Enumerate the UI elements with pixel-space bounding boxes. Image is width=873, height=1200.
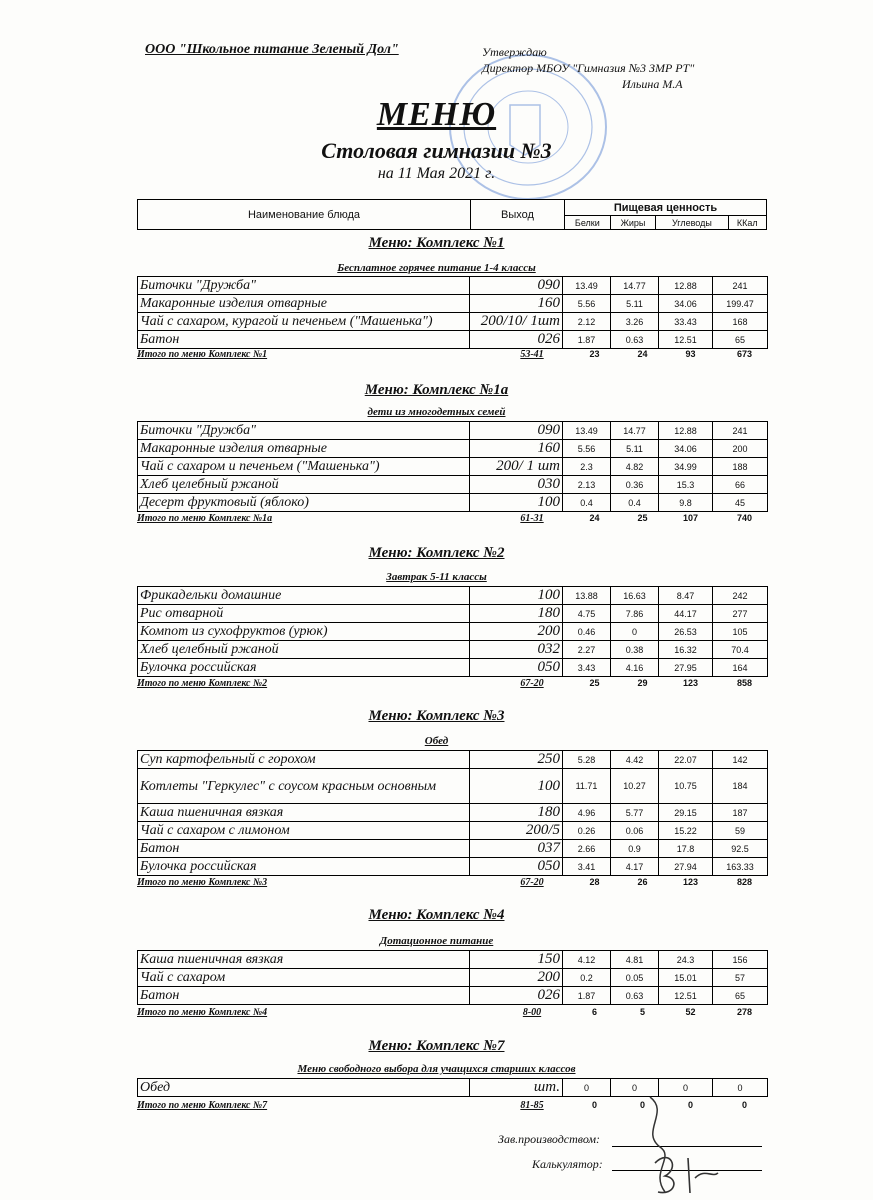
total-fat: 5 [639,1007,645,1017]
carbs-value: 10.75 [659,769,713,804]
dish-name: Фрикадельки домашние [138,587,470,605]
calculator-signature [650,1148,720,1198]
dish-output: 100 [470,587,563,605]
dish-name: Батон [138,987,470,1005]
fat-value: 4.82 [611,458,659,476]
section-title: Меню: Комплекс №7 [368,1038,505,1054]
protein-value: 5.56 [563,295,611,313]
fat-value: 0.05 [611,969,659,987]
kcal-value: 241 [713,422,768,440]
section-total [137,678,767,692]
carbs-value: 29.15 [659,804,713,822]
table-row [138,476,768,494]
kcal-value: 241 [713,277,768,295]
production-label: Зав.производством: [498,1132,601,1146]
fat-value: 4.17 [611,858,659,876]
total-carbs: 93 [685,349,696,359]
protein-value: 0.4 [563,494,611,512]
table-row [138,641,768,659]
carbs-value: 26.53 [659,623,713,641]
section-subtitle: Дотационное питание [379,935,494,947]
table-row [138,987,768,1005]
kcal-value: 0 [713,1079,768,1097]
dish-output: 180 [470,605,563,623]
page-subtitle: Столовая гимназии №3 [321,138,552,163]
protein-value: 4.12 [563,951,611,969]
total-kcal: 828 [736,877,753,887]
protein-value: 0 [563,1079,611,1097]
dish-output: 032 [470,641,563,659]
carbs-value: 44.17 [659,605,713,623]
table-row [138,623,768,641]
table-row [138,769,768,804]
total-output: 67-20 [520,877,544,888]
protein-value: 4.96 [563,804,611,822]
fat-value: 10.27 [611,769,659,804]
dish-output: 160 [470,440,563,458]
dish-name: Чай с сахаром с лимоном [138,822,470,840]
protein-value: 2.13 [563,476,611,494]
fat-value: 0.36 [611,476,659,494]
protein-value: 13.88 [563,587,611,605]
carbs-value: 0 [659,1079,713,1097]
total-kcal: 740 [736,513,753,523]
menu-table [137,750,768,876]
header-output: Выход [471,200,565,230]
total-protein: 0 [591,1100,597,1110]
table-row [138,295,768,313]
fat-value: 5.11 [611,440,659,458]
kcal-value: 187 [713,804,768,822]
fat-value: 7.86 [611,605,659,623]
dish-name: Каша пшеничная вязкая [138,951,470,969]
table-row [138,840,768,858]
dish-output: 100 [470,769,563,804]
carbs-value: 22.07 [659,751,713,769]
approve-director: Директор МБОУ "Гимназия №3 ЗМР РТ" [482,61,695,75]
dish-output: 100 [470,494,563,512]
fat-value: 5.11 [611,295,659,313]
menu-date: на 11 Мая 2021 г. [377,165,496,182]
kcal-value: 105 [713,623,768,641]
carbs-value: 34.06 [659,440,713,458]
kcal-value: 65 [713,987,768,1005]
dish-output: 090 [470,277,563,295]
carbs-value: 24.3 [659,951,713,969]
dish-output: 150 [470,951,563,969]
fat-value: 14.77 [611,277,659,295]
dish-output: 037 [470,840,563,858]
table-row [138,422,768,440]
dish-output: 200/10/ 1шт [470,313,563,331]
kcal-value: 242 [713,587,768,605]
approval-block [482,44,694,92]
dish-output: шт. [470,1079,563,1097]
page-title: МЕНЮ [376,96,497,133]
carbs-value: 34.06 [659,295,713,313]
dish-name: Компот из сухофруктов (урюк) [138,623,470,641]
carbs-value: 34.99 [659,458,713,476]
total-protein: 28 [589,877,600,887]
menu-table [137,586,768,677]
fat-value: 16.63 [611,587,659,605]
section-total [137,513,767,527]
protein-value: 13.49 [563,277,611,295]
total-label: Итого по меню Комплекс №4 [137,1007,268,1018]
fat-value: 0.4 [611,494,659,512]
header-kcal: ККал [728,216,766,230]
dish-output: 200/ 1 шт [470,458,563,476]
section-title: Меню: Комплекс №4 [368,907,505,923]
dish-name: Каша пшеничная вязкая [138,804,470,822]
fat-value: 3.26 [611,313,659,331]
fat-value: 0.63 [611,987,659,1005]
dish-name: Чай с сахаром, курагой и печеньем ("Машенька") [138,313,470,331]
dish-output: 030 [470,476,563,494]
table-row [138,969,768,987]
dish-name: Макаронные изделия отварные [138,440,470,458]
total-carbs: 123 [682,877,699,887]
dish-output: 090 [470,422,563,440]
total-output: 8-00 [522,1007,542,1018]
carbs-value: 9.8 [659,494,713,512]
dish-output: 200 [470,969,563,987]
total-fat: 26 [637,877,648,887]
kcal-value: 45 [713,494,768,512]
approve-word: Утверждаю [482,45,547,59]
protein-value: 2.27 [563,641,611,659]
protein-value: 2.66 [563,840,611,858]
table-row [138,313,768,331]
table-row [138,804,768,822]
dish-name: Батон [138,331,470,349]
total-carbs: 52 [685,1007,696,1017]
kcal-value: 164 [713,659,768,677]
header-name: Наименование блюда [138,200,471,230]
table-header [137,199,767,230]
dish-output: 050 [470,858,563,876]
fat-value: 0 [611,1079,659,1097]
protein-value: 0.46 [563,623,611,641]
protein-value: 3.43 [563,659,611,677]
table-row [138,951,768,969]
section-subtitle: Бесплатное горячее питание 1-4 классы [337,262,536,274]
kcal-value: 199.47 [713,295,768,313]
carbs-value: 16.32 [659,641,713,659]
section-total [137,1007,767,1021]
kcal-value: 277 [713,605,768,623]
kcal-value: 163.33 [713,858,768,876]
dish-name: Хлеб целебный ржаной [138,476,470,494]
protein-value: 2.3 [563,458,611,476]
carbs-value: 15.22 [659,822,713,840]
total-protein: 6 [591,1007,597,1017]
carbs-value: 27.94 [659,858,713,876]
dish-name: Макаронные изделия отварные [138,295,470,313]
dish-name: Чай с сахаром и печеньем ("Машенька") [138,458,470,476]
section-total [137,877,767,891]
protein-value: 2.12 [563,313,611,331]
total-label: Итого по меню Комплекс №3 [137,877,268,888]
table-row [138,494,768,512]
header-carbs: Углеводы [656,216,728,230]
menu-table [137,421,768,512]
dish-output: 026 [470,987,563,1005]
protein-value: 4.75 [563,605,611,623]
protein-value: 3.41 [563,858,611,876]
fat-value: 4.16 [611,659,659,677]
fat-value: 14.77 [611,422,659,440]
table-row [138,458,768,476]
table-row [138,277,768,295]
protein-value: 11.71 [563,769,611,804]
section-title: Меню: Комплекс №1а [364,382,509,398]
total-kcal: 858 [736,678,753,688]
section-subtitle: Меню свободного выбора для учащихся старших классов [297,1063,576,1075]
total-label: Итого по меню Комплекс №1 [137,349,268,360]
fat-value: 0.06 [611,822,659,840]
total-kcal: 0 [741,1100,747,1110]
total-protein: 23 [589,349,600,359]
fat-value: 0 [611,623,659,641]
kcal-value: 168 [713,313,768,331]
carbs-value: 8.47 [659,587,713,605]
total-label: Итого по меню Комплекс №1а [137,513,273,524]
dish-name: Рис отварной [138,605,470,623]
carbs-value: 27.95 [659,659,713,677]
table-row [138,659,768,677]
fat-value: 4.42 [611,751,659,769]
carbs-value: 12.88 [659,277,713,295]
kcal-value: 142 [713,751,768,769]
section-title: Меню: Комплекс №2 [368,545,505,561]
dish-name: Булочка российская [138,858,470,876]
total-output: 53-41 [520,349,544,360]
total-output: 61-31 [520,513,544,524]
header-protein: Белки [565,216,611,230]
carbs-value: 15.01 [659,969,713,987]
total-label: Итого по меню Комплекс №2 [137,678,268,689]
organization-name: ООО "Школьное питание Зеленый Дол" [145,42,399,57]
total-kcal: 278 [736,1007,753,1017]
kcal-value: 65 [713,331,768,349]
kcal-value: 57 [713,969,768,987]
dish-name: Хлеб целебный ржаной [138,641,470,659]
protein-value: 5.56 [563,440,611,458]
section-title: Меню: Комплекс №1 [368,235,505,251]
dish-output: 200 [470,623,563,641]
section-subtitle: Обед [424,735,449,747]
dish-name: Десерт фруктовый (яблоко) [138,494,470,512]
total-protein: 25 [589,678,600,688]
carbs-value: 12.51 [659,331,713,349]
fat-value: 5.77 [611,804,659,822]
section-subtitle: Завтрак 5-11 классы [386,571,487,583]
protein-value: 1.87 [563,331,611,349]
total-carbs: 107 [682,513,699,523]
total-output: 81-85 [520,1100,544,1111]
protein-value: 5.28 [563,751,611,769]
section-subtitle: дети из многодетных семей [367,406,506,418]
kcal-value: 92.5 [713,840,768,858]
dish-output: 250 [470,751,563,769]
dish-output: 180 [470,804,563,822]
protein-value: 0.26 [563,822,611,840]
total-carbs: 123 [682,678,699,688]
dish-name: Булочка российская [138,659,470,677]
menu-table [137,950,768,1005]
kcal-value: 70.4 [713,641,768,659]
carbs-value: 12.51 [659,987,713,1005]
fat-value: 0.38 [611,641,659,659]
total-fat: 24 [637,349,648,359]
carbs-value: 12.88 [659,422,713,440]
kcal-value: 184 [713,769,768,804]
dish-name: Котлеты "Геркулес" с соусом красным основным [138,769,470,804]
total-label: Итого по меню Комплекс №7 [137,1100,268,1111]
dish-name: Чай с сахаром [138,969,470,987]
carbs-value: 33.43 [659,313,713,331]
protein-value: 0.2 [563,969,611,987]
total-kcal: 673 [736,349,753,359]
dish-name: Обед [138,1079,470,1097]
carbs-value: 15.3 [659,476,713,494]
kcal-value: 59 [713,822,768,840]
dish-name: Биточки "Дружба" [138,422,470,440]
dish-name: Батон [138,840,470,858]
header-nutrition: Пищевая ценность [565,200,767,216]
table-row [138,440,768,458]
dish-name: Суп картофельный с горохом [138,751,470,769]
section-title: Меню: Комплекс №3 [368,708,505,724]
total-fat: 0 [639,1100,645,1110]
dish-name: Биточки "Дружба" [138,277,470,295]
approve-name: Ильина М.А [622,77,683,91]
total-output: 67-20 [520,678,544,689]
kcal-value: 66 [713,476,768,494]
total-carbs: 0 [687,1100,693,1110]
table-row [138,605,768,623]
dish-output: 200/5 [470,822,563,840]
total-fat: 29 [637,678,648,688]
table-row [138,751,768,769]
section-total [137,349,767,363]
fat-value: 4.81 [611,951,659,969]
protein-value: 13.49 [563,422,611,440]
kcal-value: 188 [713,458,768,476]
table-row [138,822,768,840]
dish-output: 160 [470,295,563,313]
carbs-value: 17.8 [659,840,713,858]
fat-value: 0.9 [611,840,659,858]
header-fat: Жиры [610,216,656,230]
table-row [138,587,768,605]
menu-table [137,276,768,349]
calculator-label: Калькулятор: [532,1157,603,1171]
total-fat: 25 [637,513,648,523]
table-row [138,858,768,876]
total-protein: 24 [589,513,600,523]
dish-output: 026 [470,331,563,349]
kcal-value: 156 [713,951,768,969]
protein-value: 1.87 [563,987,611,1005]
fat-value: 0.63 [611,331,659,349]
kcal-value: 200 [713,440,768,458]
table-row [138,331,768,349]
dish-output: 050 [470,659,563,677]
